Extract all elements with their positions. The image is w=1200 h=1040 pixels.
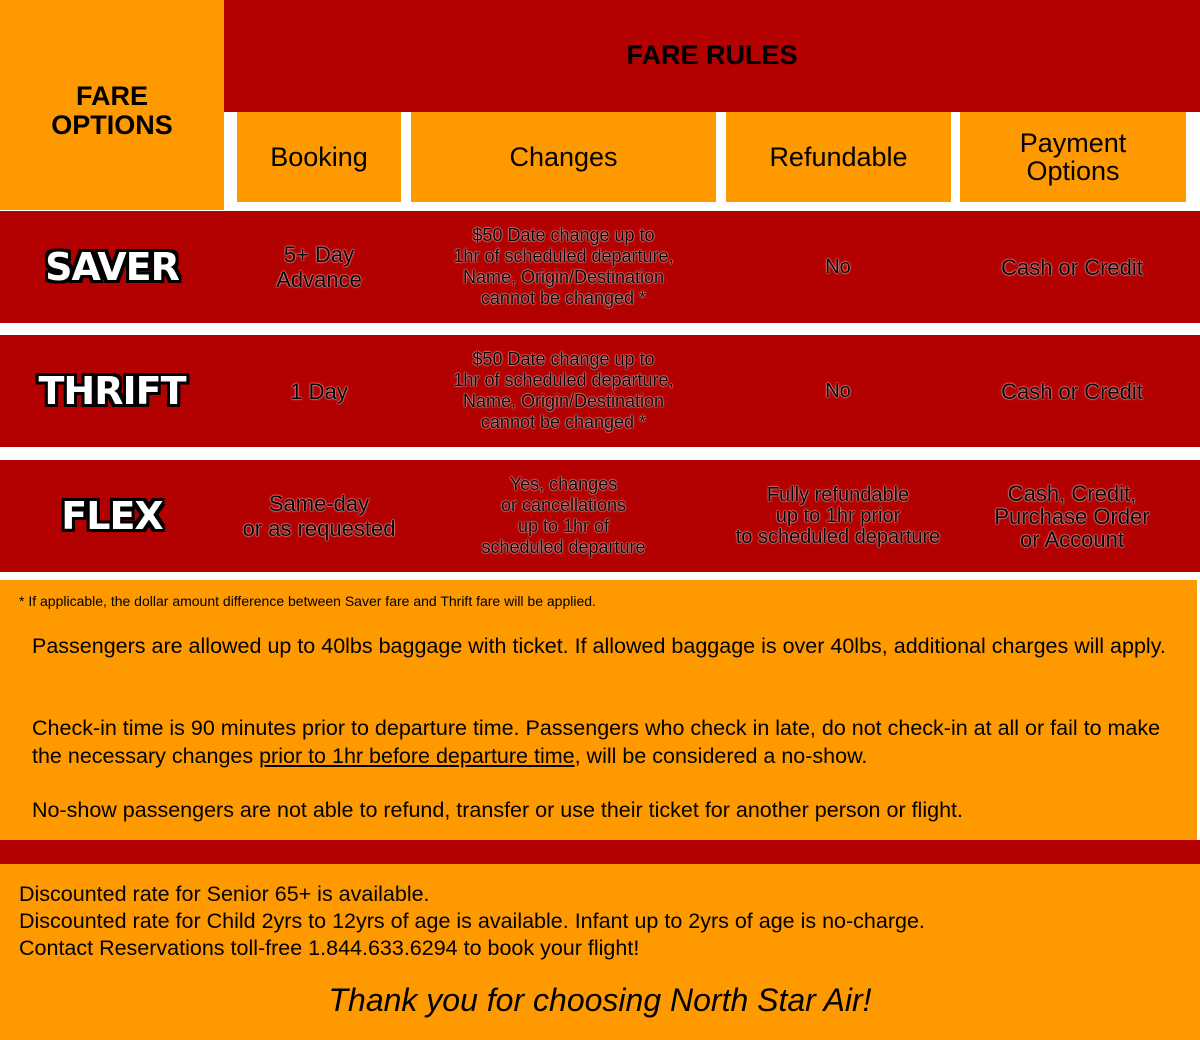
saver-booking: 5+ Day Advance <box>276 242 362 292</box>
checkin-underlined-text: prior to 1hr before departure time <box>259 744 575 768</box>
thrift-booking: 1 Day <box>290 378 348 404</box>
senior-discount: Discounted rate for Senior 65+ is available. <box>19 882 430 906</box>
thrift-refundable: No <box>825 379 851 402</box>
flex-booking: Same-day or as requested <box>242 491 396 541</box>
info-panel <box>0 580 1197 840</box>
thank-you-message: Thank you for choosing North Star Air! <box>328 982 872 1018</box>
column-header-booking: Booking <box>237 112 401 202</box>
baggage-policy: Passengers are allowed up to 40lbs baggage with ticket. If allowed baggage is over 40lbs, additional charges will apply. <box>32 634 1166 658</box>
flex-payment: Cash, Credit, Purchase Order or Account <box>994 480 1150 552</box>
saver-changes: $50 Date change up to 1hr of scheduled departure, Name, Origin/Destination cannot be changed * <box>453 225 674 308</box>
noshow-policy: No-show passengers are not able to refund, transfer or use their ticket for another person or flight. <box>32 798 963 822</box>
flex-refundable: Fully refundable up to 1hr prior to scheduled departure <box>735 483 941 548</box>
saver-payment: Cash or Credit <box>1001 254 1143 280</box>
fare-name-thrift: THRIFT <box>38 369 186 413</box>
child-discount: Discounted rate for Child 2yrs to 12yrs of age is available. Infant up to 2yrs of age is no-charge. <box>19 909 925 933</box>
fare-name-saver: SAVER <box>45 245 179 289</box>
flex-changes: Yes, changes or cancellations up to 1hr of scheduled departure <box>481 474 646 557</box>
column-header-changes: Changes <box>411 112 716 202</box>
fare-row-saver <box>0 211 1200 323</box>
saver-refundable: No <box>825 255 851 278</box>
fare-options-header <box>0 0 224 210</box>
fare-options-title: FARE OPTIONS <box>51 81 173 140</box>
column-header-refundable: Refundable <box>726 112 951 202</box>
fare-rules-header <box>224 0 1200 112</box>
thrift-changes: $50 Date change up to 1hr of scheduled departure, Name, Origin/Destination cannot be changed * <box>453 349 674 432</box>
checkin-text-end: , will be considered a no-show. <box>574 744 868 768</box>
thrift-payment: Cash or Credit <box>1001 378 1143 404</box>
divider-band <box>0 840 1200 864</box>
fare-rules-title: FARE RULES <box>626 40 798 70</box>
column-header-payment: Payment Options <box>960 112 1186 202</box>
contact-panel <box>0 864 1200 1040</box>
fare-row-thrift <box>0 335 1200 447</box>
checkin-text: Check-in time is 90 minutes prior to departure time. Passengers who check in late, do not check-in at all or fail to make the necessary changes <box>32 716 1161 768</box>
reservations-contact: Contact Reservations toll-free 1.844.633.6294 to book your flight! <box>19 936 640 960</box>
fare-footnote: * If applicable, the dollar amount difference between Saver fare and Thrift fare will be applied. <box>19 593 596 609</box>
fare-name-flex: FLEX <box>61 494 163 538</box>
checkin-policy <box>32 714 1172 770</box>
fare-row-flex <box>0 460 1200 572</box>
